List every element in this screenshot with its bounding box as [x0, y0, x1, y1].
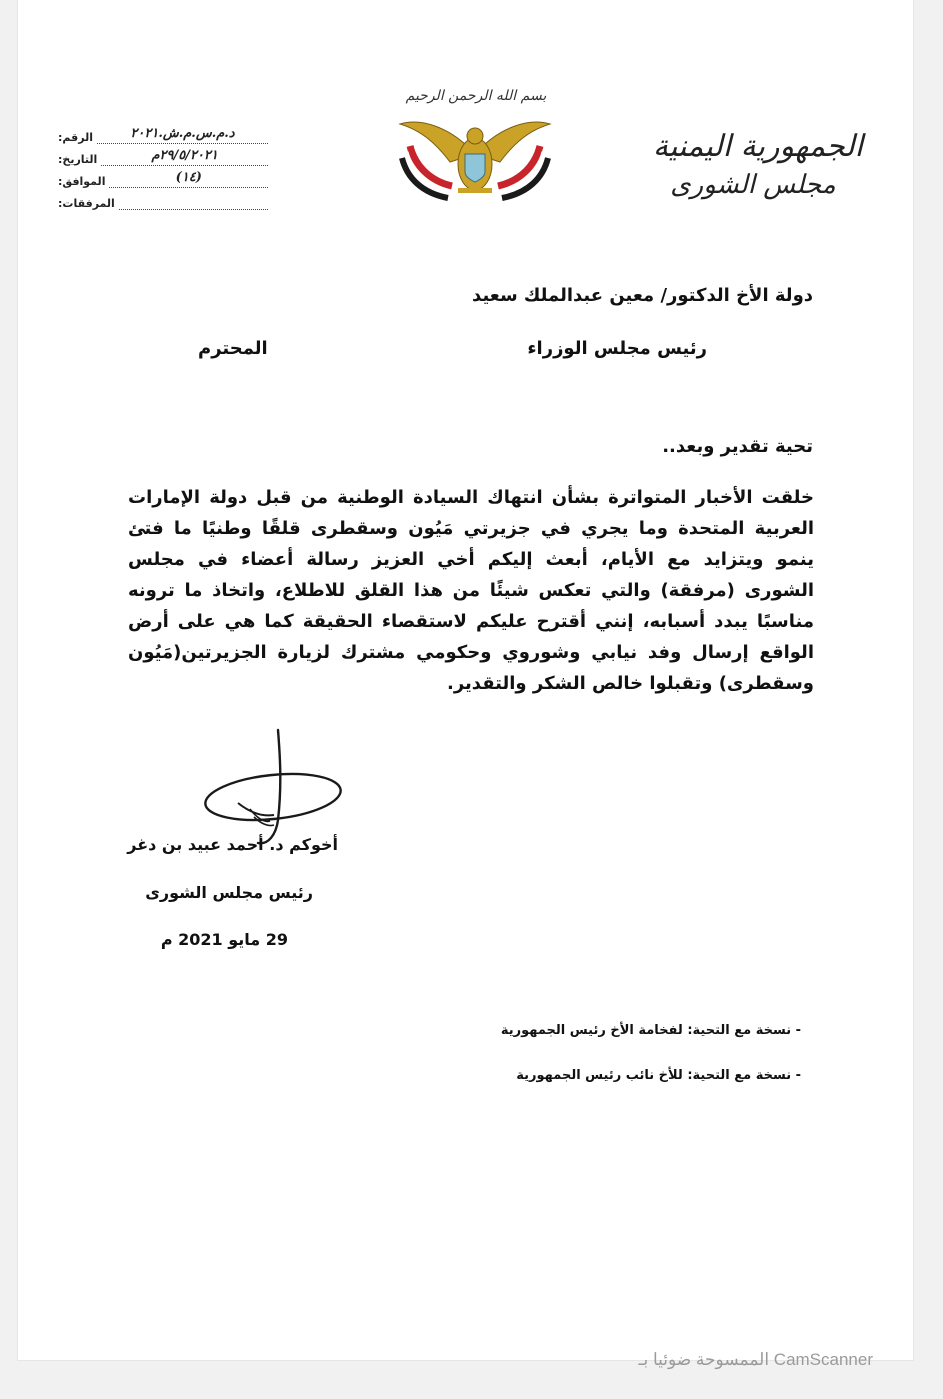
basmala: بسم الله الرحمن الرحيم	[405, 88, 547, 104]
meta-value: (١٤)	[109, 171, 268, 188]
yemen-eagle-emblem-icon	[380, 106, 570, 206]
addressee-honorific: المحترم	[198, 338, 268, 359]
org-name: الجمهورية اليمنية	[652, 129, 864, 164]
meta-row-date	[58, 144, 268, 166]
org-council-name: مجلس الشورى	[670, 170, 836, 200]
meta-value: د.م.س.م.ش.٢٠٢١	[97, 127, 268, 144]
meta-label: الرقم:	[58, 131, 93, 144]
meta-label: الموافق:	[58, 175, 106, 188]
camscanner-watermark: الممسوحة ضوئيا بـ CamScanner	[638, 1350, 873, 1369]
meta-label: التاريخ:	[58, 153, 98, 166]
signatory-name: أخوكم د. أحمد عبيد بن دغر	[127, 835, 338, 854]
meta-row-attachments	[58, 188, 268, 210]
letter-body: خلقت الأخبار المتواترة بشأن انتهاك السيادة الوطنية من قبل دولة الإمارات العربية المتحدة وما يجري في جزيرتي مَيُون وسقطرى قلقًا وطنيًا ما فتئ ينمو ويتزايد مع الأيام، أبعث إليكم أخي العزيز رسالة أعضاء في مجلس الشورى (مرفقة) والتي تعكس شيئًا من هذا القلق للاطلاع، واتخاذ ما ترونه مناسبًا يبدد أسبابه، إنني أقترح عليكم لاستقصاء الحقيقة كما هي على أرض الواقع إرسال وفد نيابي وشوروي وحكومي مشترك لزيارة الجزيرتين(مَيُون وسقطرى) وتقبلوا خالص الشكر والتقدير.	[128, 487, 814, 694]
letter-page	[18, 0, 913, 1360]
reference-block	[58, 122, 268, 210]
meta-label: المرفقات:	[58, 197, 115, 210]
meta-value	[119, 193, 268, 210]
copy-line: - نسخة مع التحية: لفخامة الأخ رئيس الجمهورية	[500, 1023, 801, 1038]
meta-row-corresponding	[58, 166, 268, 188]
meta-row-number	[58, 122, 268, 144]
greeting: تحية تقدير وبعد..	[662, 436, 813, 457]
copy-line: - نسخة مع التحية: للأخ نائب رئيس الجمهورية	[516, 1068, 801, 1083]
signatory-title: رئيس مجلس الشورى	[145, 883, 313, 902]
addressee-title: رئيس مجلس الوزراء	[527, 338, 707, 359]
handwritten-signature	[178, 725, 358, 885]
meta-value: ٢٩/٥/٢٠٢١م	[101, 149, 268, 166]
addressee-name: دولة الأخ الدكتور/ معين عبدالملك سعيد	[472, 285, 813, 306]
letter-date: 29 مايو 2021 م	[160, 930, 288, 949]
